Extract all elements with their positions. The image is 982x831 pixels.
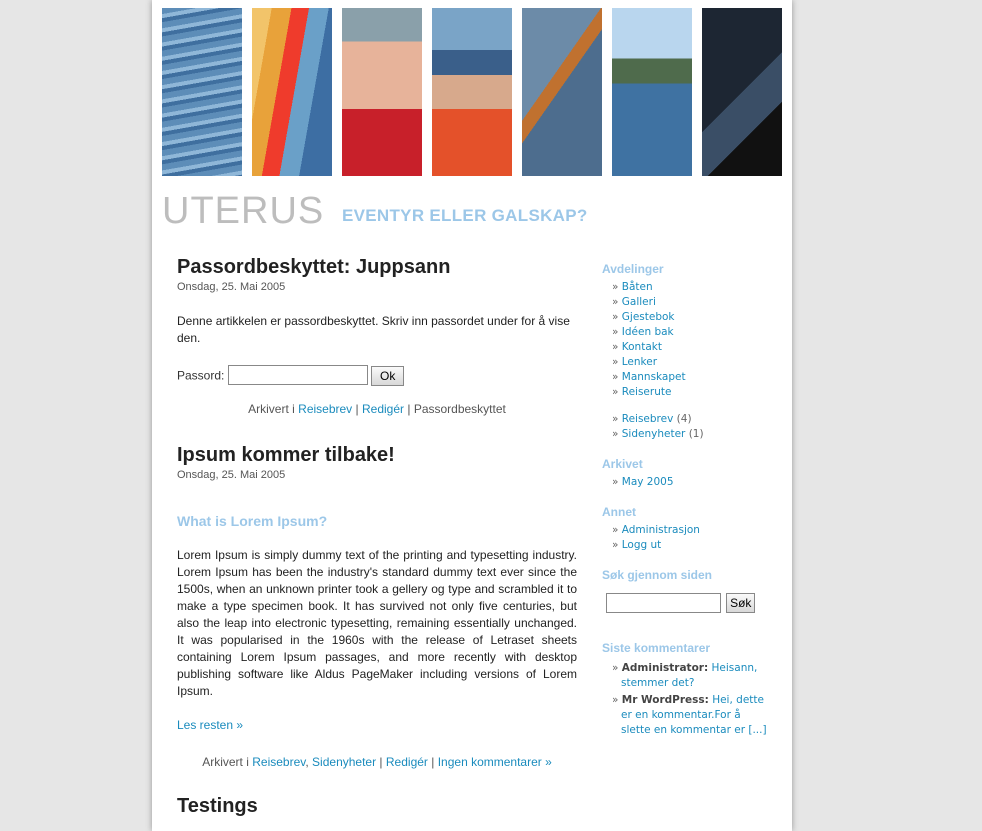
page	[152, 0, 792, 831]
header-photo-sail	[252, 8, 332, 176]
comment-author: Administrator:	[621, 661, 709, 674]
header-photo-water	[162, 8, 242, 176]
logout-link[interactable]: Logg ut	[621, 539, 662, 551]
sidebar-item	[612, 475, 772, 490]
sidebar-item	[612, 370, 772, 385]
header-photo-mast	[522, 8, 602, 176]
archive-list	[602, 475, 772, 490]
page-link[interactable]: Idéen bak	[621, 326, 674, 338]
post	[177, 256, 577, 416]
sidebar-item	[612, 538, 772, 553]
read-more-link[interactable]: Les resten »	[177, 718, 244, 733]
comment-item	[612, 693, 768, 738]
sidebar	[602, 262, 772, 738]
post-meta: Arkivert i Reisebrev, Sidenyheter | Redigér | Ingen kommentarer »	[202, 755, 552, 770]
post-status: Passordbeskyttet	[413, 402, 506, 417]
category-link[interactable]: Reisebrev	[621, 413, 674, 425]
page-link[interactable]: Mannskapet	[621, 371, 686, 383]
post-title[interactable]: Ipsum kommer tilbake!	[177, 444, 395, 467]
category-link[interactable]: Sidenyheter	[621, 428, 686, 440]
sidebar-heading-arkivet: Arkivet	[602, 457, 643, 471]
sidebar-item	[612, 310, 772, 325]
meta-prefix: Arkivert i	[248, 402, 295, 417]
comment-link[interactable]: Heisann, stemmer det?	[621, 661, 758, 689]
password-label: Passord:	[177, 368, 225, 383]
sidebar-item	[612, 295, 772, 310]
search-input[interactable]	[606, 593, 721, 613]
header-photo-fjord	[612, 8, 692, 176]
archive-link[interactable]: May 2005	[621, 476, 674, 488]
sidebar-item	[612, 523, 772, 538]
comment-item	[612, 661, 768, 691]
post-date: Onsdag, 25. Mai 2005	[177, 281, 286, 293]
recent-comments-list	[602, 661, 772, 738]
page-link[interactable]: Kontakt	[621, 341, 662, 353]
search-form	[602, 592, 772, 613]
edit-link[interactable]: Redigér	[385, 755, 428, 770]
sidebar-item	[612, 385, 772, 400]
post-date: Onsdag, 25. Mai 2005	[177, 469, 286, 482]
sidebar-heading-avdelinger: Avdelinger	[602, 262, 664, 276]
main-content	[177, 256, 577, 818]
edit-link[interactable]: Redigér	[361, 402, 405, 417]
meta-list	[602, 523, 772, 553]
sidebar-item	[612, 280, 772, 295]
header-photo-woman	[432, 8, 512, 176]
category-count: (4)	[676, 413, 692, 425]
category-link[interactable]: Sidenyheter	[312, 755, 377, 770]
post-title[interactable]: Testings	[177, 795, 258, 818]
site-logo[interactable]: UTERUS	[162, 190, 325, 232]
post	[177, 444, 577, 769]
search-button[interactable]: Søk	[726, 593, 755, 613]
page-link[interactable]: Reiserute	[621, 386, 672, 398]
sidebar-item	[612, 427, 772, 442]
comment-link[interactable]: Hei, dette er en kommentar.For å slette en kommentar er [...]	[621, 693, 767, 736]
page-link[interactable]: Lenker	[621, 356, 658, 368]
sidebar-heading-annet: Annet	[602, 505, 636, 519]
pages-list	[602, 280, 772, 400]
post	[177, 795, 577, 818]
header-photo-sailor	[702, 8, 782, 176]
categories-list	[602, 412, 772, 442]
sidebar-heading-comments: Siste kommentarer	[602, 640, 711, 655]
password-input[interactable]	[228, 365, 368, 385]
category-link[interactable]: Reisebrev	[252, 755, 306, 770]
page-link[interactable]: Båten	[621, 281, 653, 293]
page-link[interactable]: Galleri	[621, 296, 656, 308]
post-title[interactable]: Passordbeskyttet: Juppsann	[177, 256, 451, 278]
post-subheading: What is Lorem Ipsum?	[177, 513, 328, 530]
comments-link[interactable]: Ingen kommentarer »	[437, 755, 552, 770]
sidebar-item	[612, 355, 772, 370]
post-body: Lorem Ipsum is simply dummy text of the printing and typesetting industry. Lorem Ipsum has been the industry's standard dummy text ever since the 1500s, when an unknown printer took a gellery og type and scrambled it to make a type specimen book. It has survived not only five centuries, but also the leap into electronic typesetting, remaining essentially unchanged. It was popularised in the 1960s with the release of Letraset sheets containing Lorem Ipsum passages, and more recently with desktop publishing software like Aldus PageMaker including versions of Lorem Ipsum.	[177, 548, 577, 699]
site-tagline: EVENTYR ELLER GALSKAP?	[342, 206, 588, 225]
sidebar-item	[612, 340, 772, 355]
post-body: Denne artikkelen er passordbeskyttet. Skriv inn passordet under for å vise den.	[177, 314, 570, 345]
sidebar-item	[612, 412, 772, 427]
post-meta: Arkivert i Reisebrev | Redigér | Passordbeskyttet	[248, 402, 506, 417]
category-link[interactable]: Reisebrev	[298, 402, 353, 417]
password-form	[177, 365, 577, 386]
ok-button[interactable]: Ok	[371, 366, 404, 386]
sidebar-heading-search: Søk gjennom siden	[602, 568, 713, 582]
sidebar-item	[612, 325, 772, 340]
header-photo-man	[342, 8, 422, 176]
page-link[interactable]: Gjestebok	[621, 311, 675, 323]
category-count: (1)	[688, 428, 704, 440]
comment-author: Mr WordPress:	[621, 693, 709, 706]
meta-prefix: Arkivert i	[202, 755, 249, 770]
admin-link[interactable]: Administrasjon	[621, 524, 700, 536]
